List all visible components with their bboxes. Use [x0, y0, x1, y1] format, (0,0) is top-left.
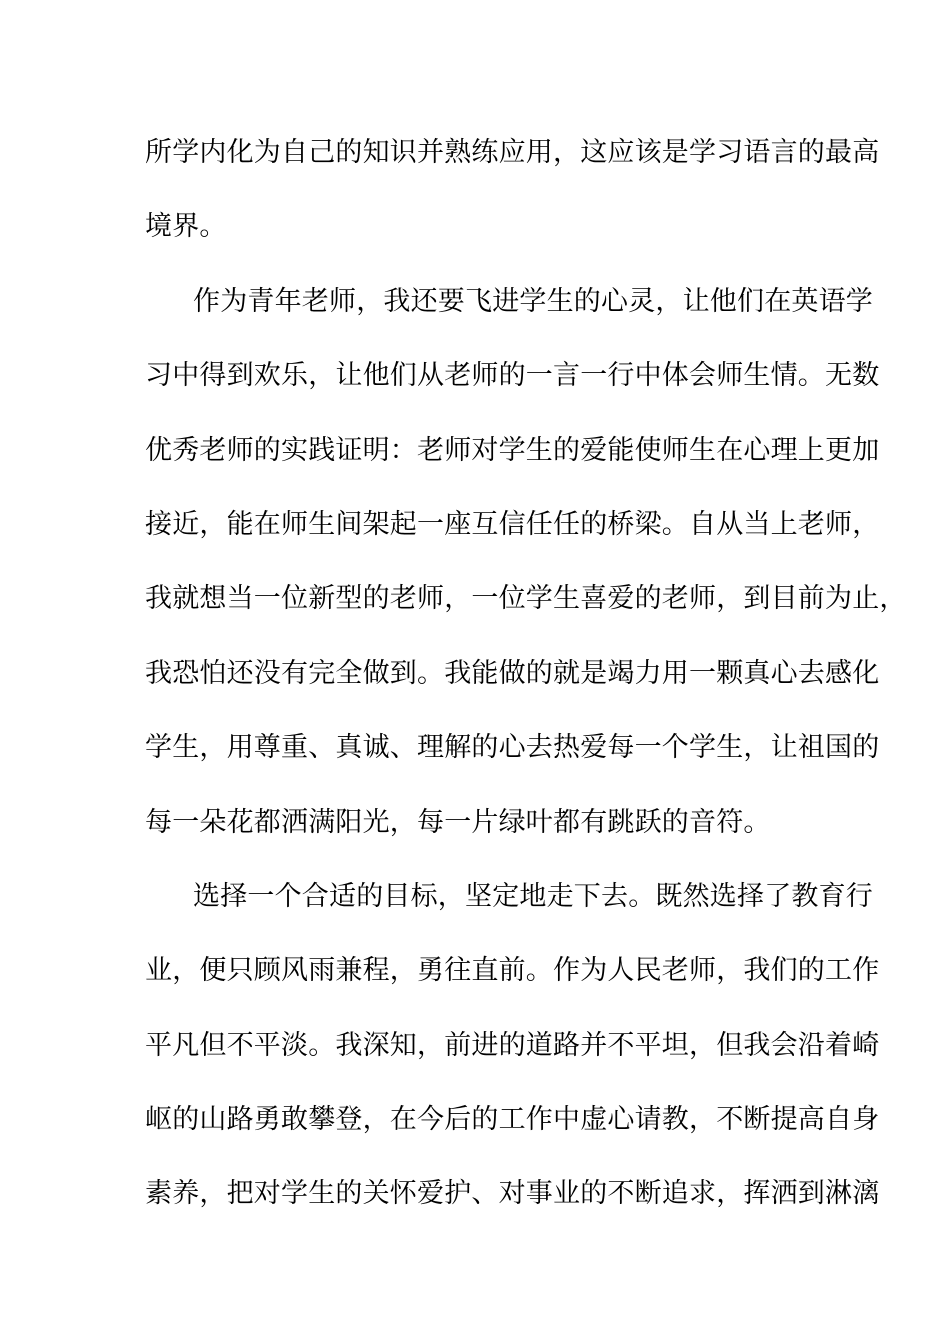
- text-line: 境界。: [145, 211, 227, 243]
- text-line: 所学内化为自己的知识并熟练应用，这应该是学习语言的最高: [145, 137, 880, 168]
- text-line: 素养，把对学生的关怀爱护、对事业的不断追求，挥洒到淋漓: [145, 1178, 880, 1210]
- text-line: 岖的山路勇敢攀登，在今后的工作中虚心请教，不断提高自身: [145, 1104, 880, 1136]
- text-line: 优秀老师的实践证明：老师对学生的爱能使师生在心理上更加: [145, 434, 880, 466]
- text-line: 平凡但不平淡。我深知，前进的道路并不平坦，但我会沿着崎: [145, 1029, 880, 1061]
- text-line: 学生，用尊重、真诚、理解的心去热爱每一个学生，让祖国的: [145, 732, 880, 764]
- text-line: 接近，能在师生间架起一座互信任任的桥梁。自从当上老师，: [145, 508, 880, 540]
- text-line: 业，便只顾风雨兼程，勇往直前。作为人民老师，我们的工作: [145, 955, 880, 987]
- text-line: 我就想当一位新型的老师，一位学生喜爱的老师，到目前为止，: [145, 583, 907, 615]
- body-text: [145, 127, 907, 1243]
- text-line: 习中得到欢乐，让他们从老师的一言一行中体会师生情。无数: [145, 360, 880, 392]
- paragraph-first-line: 作为青年老师，我还要飞进学生的心灵，让他们在英语学: [193, 285, 873, 317]
- text-line: 我恐怕还没有完全做到。我能做的就是竭力用一颗真心去感化: [145, 657, 880, 689]
- paragraph-first-line: 选择一个合适的目标，坚定地走下去。既然选择了教育行: [193, 880, 873, 912]
- text-line: 每一朵花都洒满阳光，每一片绿叶都有跳跃的音符。: [145, 806, 771, 838]
